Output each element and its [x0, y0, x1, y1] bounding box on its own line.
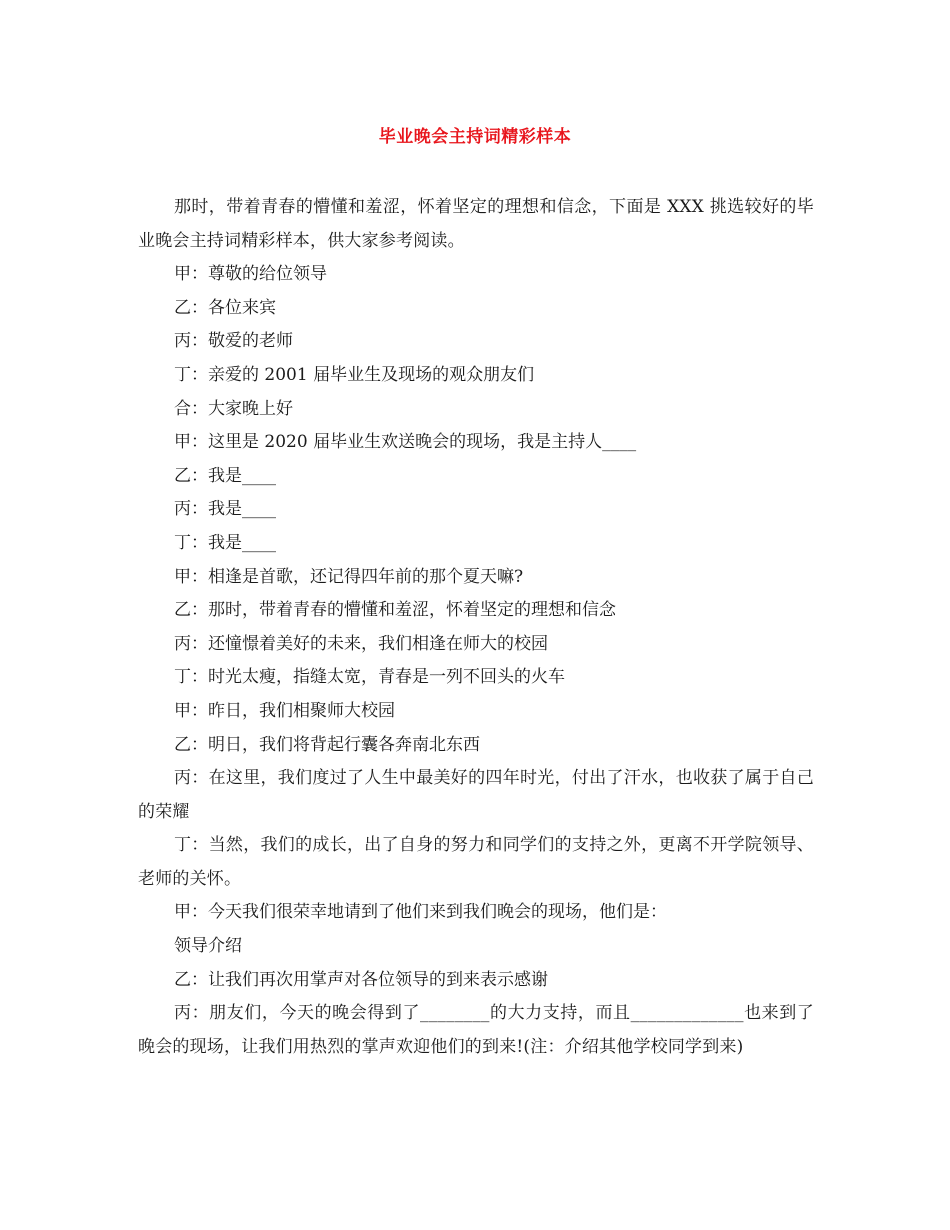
paragraph: 乙：我是____	[174, 465, 276, 486]
paragraph: 甲：尊敬的给位领导	[174, 264, 327, 285]
paragraph: 丙：还憧憬着美好的未来，我们相逢在师大的校园	[174, 633, 548, 654]
paragraph: 丁：当然，我们的成长，出了自身的努力和同学们的支持之外，更离不开学院领导、老师的关怀。	[138, 835, 814, 889]
paragraph-intro: 那时，带着青春的懵懂和羞涩，怀着坚定的理想和信念，下面是 XXX 挑选较好的毕业晚会主持词精彩样本，供大家参考阅读。	[138, 197, 814, 251]
document-body	[138, 191, 814, 1064]
paragraph: 甲：相逢是首歌，还记得四年前的那个夏天嘛?	[174, 566, 524, 587]
paragraph: 甲：今天我们很荣幸地请到了他们来到我们晚会的现场，他们是：	[174, 902, 667, 923]
paragraph: 丙：敬爱的老师	[174, 331, 293, 352]
paragraph: 丁：亲爱的 2001 届毕业生及现场的观众朋友们	[174, 364, 535, 385]
document-title: 毕业晚会主持词精彩样本	[378, 127, 572, 147]
paragraph: 丙：朋友们，今天的晚会得到了________的大力支持，而且_____________也来到了晚会的现场，让我们用热烈的掌声欢迎他们的到来!(注：介绍其他学校同学到来)	[138, 1003, 814, 1057]
paragraph: 乙：那时，带着青春的懵懂和羞涩，怀着坚定的理想和信念	[174, 600, 616, 621]
paragraph: 乙：让我们再次用掌声对各位领导的到来表示感谢	[174, 969, 548, 990]
paragraph: 甲：这里是 2020 届毕业生欢送晚会的现场，我是主持人____	[174, 432, 637, 453]
paragraph: 丙：在这里，我们度过了人生中最美好的四年时光，付出了汗水，也收获了属于自己的荣耀	[138, 768, 814, 822]
paragraph: 甲：昨日，我们相聚师大校园	[174, 700, 395, 721]
paragraph: 乙：明日，我们将背起行囊各奔南北东西	[174, 734, 480, 755]
paragraph: 乙：各位来宾	[174, 297, 276, 318]
paragraph: 丙：我是____	[174, 499, 276, 520]
paragraph: 丁：我是____	[174, 532, 276, 553]
paragraph: 领导介绍	[174, 936, 242, 957]
paragraph: 丁：时光太瘦，指缝太宽，青春是一列不回头的火车	[174, 667, 565, 688]
paragraph: 合：大家晚上好	[174, 398, 293, 419]
